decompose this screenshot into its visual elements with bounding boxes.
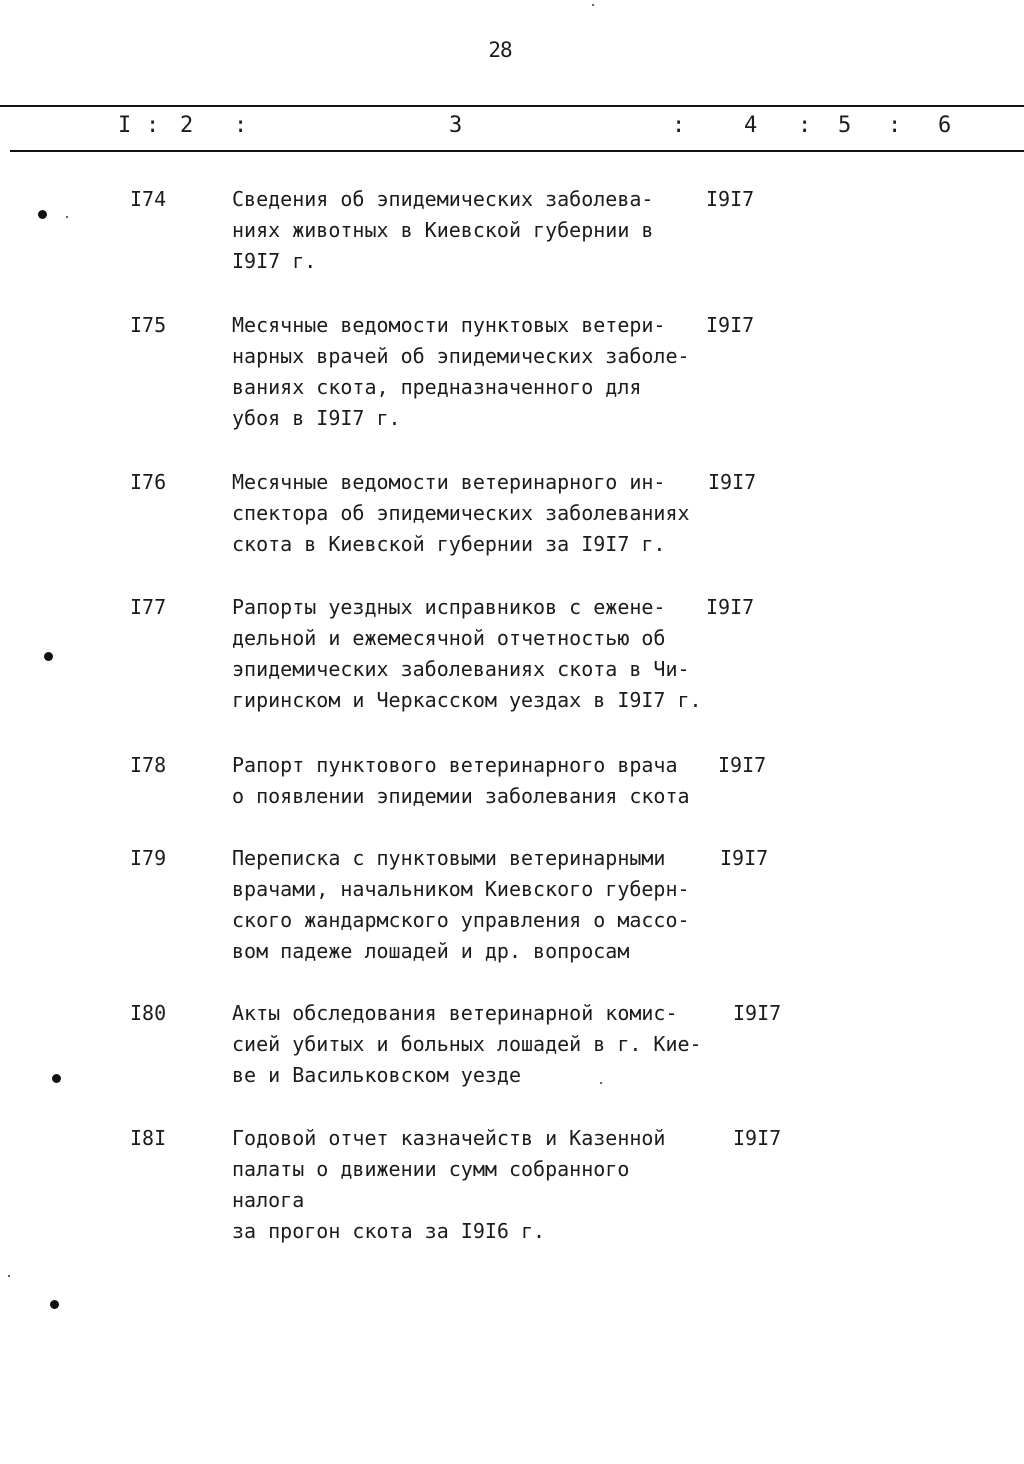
punch-hole-mark (50, 1300, 59, 1309)
header-separator: : (672, 113, 686, 138)
entry-title: Рапорты уездных исправников с ежене- дельной и ежемесячной отчетностью об эпидемических заболеваниях скота в Чи- гиринском и Черкасском уездах в I9I7 г. (232, 595, 702, 712)
header-separator: : (888, 113, 902, 138)
entry-number: I77 (130, 595, 167, 619)
entry-number: I78 (130, 753, 167, 777)
entry-number: I79 (130, 846, 167, 870)
entry-title: Годовой отчет казначейств и Казенной палаты о движении сумм собранного налога за прогон скота за I9I6 г. (232, 1126, 666, 1243)
header-separator: : (798, 113, 812, 138)
header-col-1: I (118, 113, 132, 138)
header-col-5: 5 (838, 113, 852, 138)
scan-speck (8, 1275, 10, 1277)
scan-speck (66, 216, 68, 218)
header-separator: : (146, 113, 160, 138)
header-rule-top (0, 105, 1024, 107)
page-number: 28 (488, 38, 512, 62)
entry-year: I9I7 (706, 595, 755, 619)
scan-speck (592, 4, 594, 6)
entry-title: Месячные ведомости ветеринарного ин- спектора об эпидемических заболеваниях скота в Киевской губернии за I9I7 г. (232, 470, 690, 556)
entry-year: I9I7 (706, 313, 755, 337)
entry-year: I9I7 (733, 1126, 782, 1150)
scan-speck (600, 1082, 602, 1084)
entry-number: I75 (130, 313, 167, 337)
entry-number: I80 (130, 1001, 167, 1025)
header-separator: : (234, 113, 248, 138)
header-col-3: 3 (449, 113, 463, 138)
punch-hole-mark (38, 210, 47, 219)
punch-hole-mark (52, 1074, 61, 1083)
header-col-4: 4 (744, 113, 758, 138)
entry-number: I76 (130, 470, 167, 494)
header-col-6: 6 (938, 113, 952, 138)
header-rule-bottom (10, 150, 1024, 152)
entry-title: Акты обследования ветеринарной комис- сией убитых и больных лошадей в г. Кие- ве и Васильковском уезде (232, 1001, 702, 1087)
entry-number: I74 (130, 187, 167, 211)
entry-title: Месячные ведомости пунктовых ветери- нарных врачей об эпидемических заболе- ваниях скота, предназначенного для убоя в I9I7 г. (232, 313, 690, 430)
header-col-2: 2 (180, 113, 194, 138)
entry-number: I8I (130, 1126, 167, 1150)
entry-title: Сведения об эпидемических заболева- ниях животных в Киевской губернии в I9I7 г. (232, 187, 654, 273)
entry-year: I9I7 (708, 470, 757, 494)
entry-title: Рапорт пунктового ветеринарного врача о появлении эпидемии заболевания скота (232, 753, 690, 808)
entry-title: Переписка с пунктовыми ветеринарными врачами, начальником Киевского губерн- ского жандармского управления о массо- вом падеже лошадей и др. вопросам (232, 846, 690, 963)
entry-year: I9I7 (720, 846, 769, 870)
punch-hole-mark (44, 652, 53, 661)
entry-year: I9I7 (718, 753, 767, 777)
entry-year: I9I7 (733, 1001, 782, 1025)
entry-year: I9I7 (706, 187, 755, 211)
